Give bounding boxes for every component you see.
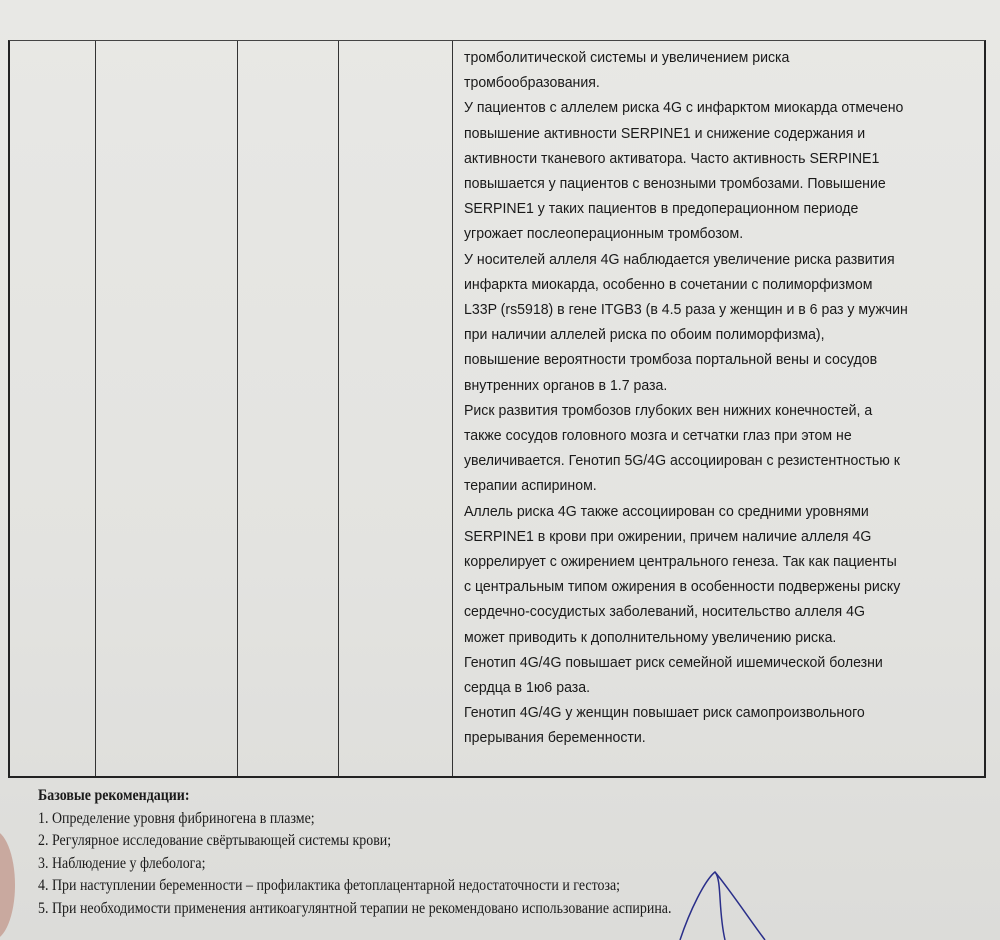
cell-text-line: прерывания беременности. <box>464 729 646 747</box>
recommendation-item: 3. Наблюдение у флеболога; <box>38 854 206 872</box>
cell-text-line: повышение активности SERPINE1 и снижение содержания и <box>464 124 866 142</box>
cell-text-line: У носителей аллеля 4G наблюдается увеличение риска развития <box>464 250 895 268</box>
cell-text-line: У пациентов с аллелем риска 4G с инфарктом миокарда отмечено <box>464 99 904 117</box>
cell-text-line: внутренних органов в 1.7 раза. <box>464 376 668 394</box>
cell-text-line: Аллель риска 4G также ассоциирован со средними уровнями <box>464 502 869 520</box>
interpretation-cell <box>464 45 952 751</box>
table-column-divider <box>452 41 453 776</box>
cell-text-line: с центральным типом ожирения в особенности подвержены риску <box>464 578 901 596</box>
cell-text-line: может приводить к дополнительному увеличению риска. <box>464 628 837 646</box>
cell-text-line: Генотип 4G/4G у женщин повышает риск самопроизвольного <box>464 704 865 722</box>
cell-text-line: Риск развития тромбозов глубоких вен нижних конечностей, а <box>464 401 873 419</box>
recommendation-item: 1. Определение уровня фибриногена в плазме; <box>38 809 315 827</box>
recommendations-section <box>38 785 671 920</box>
cell-text-line: L33P (rs5918) в гене ITGB3 (в 4.5 раза у женщин и в 6 раз у мужчин <box>464 301 908 319</box>
cell-text-line: при наличии аллелей риска по обоим полиморфизма), <box>464 326 825 344</box>
cell-text-line: SERPINE1 в крови при ожирении, причем наличие аллеля 4G <box>464 527 872 545</box>
cell-text-line: повышается у пациентов с венозными тромбозами. Повышение <box>464 175 886 193</box>
recommendations-title: Базовые рекомендации: <box>38 787 190 804</box>
table-column-divider <box>237 41 238 776</box>
cell-text-line: Генотип 4G/4G повышает риск семейной ишемической болезни <box>464 653 883 671</box>
recommendation-item: 2. Регулярное исследование свёртывающей системы крови; <box>38 832 392 849</box>
cell-text-line: тромбообразования. <box>464 74 600 92</box>
recommendation-item: 4. При наступлении беременности – профилактика фетоплацентарной недостаточности и гестоза; <box>38 877 621 894</box>
cell-text-line: коррелирует с ожирением центрального генеза. Так как пациенты <box>464 553 897 571</box>
cell-text-line: угрожает послеоперационным тромбозом. <box>464 225 744 243</box>
cell-text-line: SERPINE1 у таких пациентов в предоперационном периоде <box>464 200 859 218</box>
cell-text-line: сердечно-сосудистых заболеваний, носительство аллеля 4G <box>464 603 865 621</box>
cell-text-line: повышение вероятности тромбоза портальной вены и сосудов <box>464 351 878 369</box>
cell-text-line: также сосудов головного мозга и сетчатки глаз при этом не <box>464 427 852 445</box>
cell-text-line: увеличивается. Генотип 5G/4G ассоциирован с резистентностью к <box>464 452 900 470</box>
cell-text-line: сердца в 1ю6 раза. <box>464 679 591 697</box>
signature-mark <box>670 870 790 940</box>
cell-text-line: тромболитической системы и увеличением риска <box>464 49 790 66</box>
cell-text-line: терапии аспирином. <box>464 477 597 495</box>
table-column-divider <box>338 41 339 776</box>
recommendation-item: 5. При необходимости применения антикоагулянтной терапии не рекомендовано использование аспирина. <box>38 899 672 917</box>
table-column-divider <box>95 41 96 776</box>
cell-text-line: активности тканевого активатора. Часто активность SERPINE1 <box>464 149 880 167</box>
cell-text-line: инфаркта миокарда, особенно в сочетании с полиморфизмом <box>464 275 873 293</box>
results-table <box>8 40 986 778</box>
